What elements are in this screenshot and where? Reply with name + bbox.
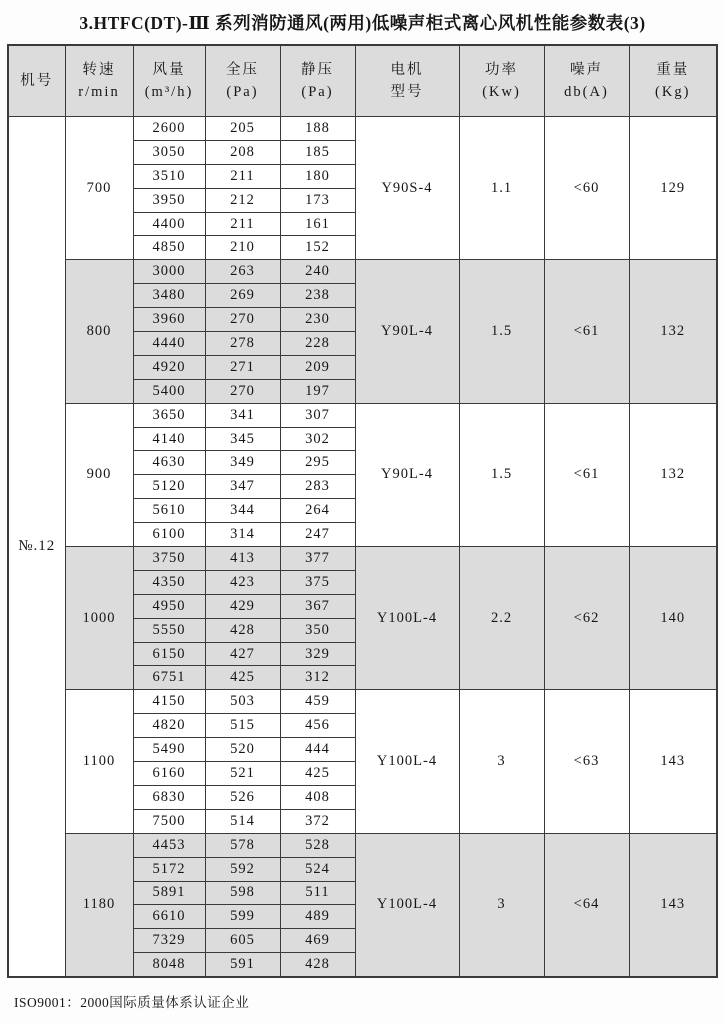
air-volume-cell: 4950 xyxy=(133,594,205,618)
static-pressure-cell: 152 xyxy=(280,236,355,260)
air-volume-cell: 3950 xyxy=(133,188,205,212)
power-cell: 2.2 xyxy=(459,547,544,690)
total-pressure-cell: 269 xyxy=(205,284,280,308)
footer-certification: ISO9001：2000国际质量体系认证企业 xyxy=(14,995,250,1011)
total-pressure-cell: 429 xyxy=(205,594,280,618)
static-pressure-cell: 469 xyxy=(280,929,355,953)
air-volume-cell: 3750 xyxy=(133,547,205,571)
total-pressure-cell: 347 xyxy=(205,475,280,499)
total-pressure-cell: 592 xyxy=(205,857,280,881)
air-volume-cell: 6100 xyxy=(133,523,205,547)
total-pressure-cell: 263 xyxy=(205,260,280,284)
total-pressure-cell: 428 xyxy=(205,618,280,642)
weight-cell: 132 xyxy=(629,403,717,546)
air-volume-cell: 2600 xyxy=(133,117,205,141)
total-pressure-cell: 345 xyxy=(205,427,280,451)
weight-cell: 140 xyxy=(629,547,717,690)
weight-cell: 129 xyxy=(629,117,717,260)
static-pressure-cell: 489 xyxy=(280,905,355,929)
air-volume-cell: 3650 xyxy=(133,403,205,427)
static-pressure-cell: 295 xyxy=(280,451,355,475)
total-pressure-cell: 521 xyxy=(205,762,280,786)
total-pressure-cell: 208 xyxy=(205,140,280,164)
total-pressure-cell: 515 xyxy=(205,714,280,738)
air-volume-cell: 3510 xyxy=(133,164,205,188)
total-pressure-cell: 314 xyxy=(205,523,280,547)
air-volume-cell: 5891 xyxy=(133,881,205,905)
total-pressure-cell: 349 xyxy=(205,451,280,475)
static-pressure-cell: 312 xyxy=(280,666,355,690)
speed-cell: 900 xyxy=(65,403,133,546)
motor-model-cell: Y100L-4 xyxy=(355,690,459,833)
table-row xyxy=(8,403,717,427)
total-pressure-cell: 526 xyxy=(205,785,280,809)
noise-cell: <61 xyxy=(544,260,629,403)
air-volume-cell: 5550 xyxy=(133,618,205,642)
fan-performance-table xyxy=(7,44,718,978)
air-volume-cell: 8048 xyxy=(133,953,205,977)
static-pressure-cell: 350 xyxy=(280,618,355,642)
table-row xyxy=(8,547,717,571)
static-pressure-cell: 247 xyxy=(280,523,355,547)
static-pressure-cell: 408 xyxy=(280,785,355,809)
static-pressure-cell: 228 xyxy=(280,332,355,356)
air-volume-cell: 5610 xyxy=(133,499,205,523)
static-pressure-cell: 188 xyxy=(280,117,355,141)
air-volume-cell: 3480 xyxy=(133,284,205,308)
table-row xyxy=(8,833,717,857)
total-pressure-cell: 598 xyxy=(205,881,280,905)
power-cell: 3 xyxy=(459,690,544,833)
speed-cell: 800 xyxy=(65,260,133,403)
weight-cell: 132 xyxy=(629,260,717,403)
air-volume-cell: 3000 xyxy=(133,260,205,284)
total-pressure-cell: 270 xyxy=(205,308,280,332)
total-pressure-cell: 211 xyxy=(205,212,280,236)
motor-model-cell: Y90L-4 xyxy=(355,260,459,403)
static-pressure-cell: 209 xyxy=(280,355,355,379)
machine-no-cell: №.12 xyxy=(8,117,65,978)
air-volume-cell: 7500 xyxy=(133,809,205,833)
air-volume-cell: 4850 xyxy=(133,236,205,260)
air-volume-cell: 7329 xyxy=(133,929,205,953)
static-pressure-cell: 444 xyxy=(280,738,355,762)
power-cell: 1.1 xyxy=(459,117,544,260)
speed-cell: 1180 xyxy=(65,833,133,977)
air-volume-cell: 6830 xyxy=(133,785,205,809)
motor-model-cell: Y100L-4 xyxy=(355,833,459,977)
air-volume-cell: 4150 xyxy=(133,690,205,714)
total-pressure-cell: 605 xyxy=(205,929,280,953)
total-pressure-cell: 341 xyxy=(205,403,280,427)
air-volume-cell: 6160 xyxy=(133,762,205,786)
power-cell: 1.5 xyxy=(459,260,544,403)
table-header xyxy=(8,45,717,117)
air-volume-cell: 5400 xyxy=(133,379,205,403)
static-pressure-cell: 329 xyxy=(280,642,355,666)
static-pressure-cell: 230 xyxy=(280,308,355,332)
table-row xyxy=(8,690,717,714)
total-pressure-cell: 211 xyxy=(205,164,280,188)
air-volume-cell: 6150 xyxy=(133,642,205,666)
static-pressure-cell: 459 xyxy=(280,690,355,714)
weight-cell: 143 xyxy=(629,833,717,977)
total-pressure-cell: 591 xyxy=(205,953,280,977)
total-pressure-cell: 520 xyxy=(205,738,280,762)
total-pressure-cell: 205 xyxy=(205,117,280,141)
col-header-speed: 转速 r/min xyxy=(65,45,133,117)
noise-cell: <64 xyxy=(544,833,629,977)
col-header-air-volume: 风量 (m³/h) xyxy=(133,45,205,117)
air-volume-cell: 4820 xyxy=(133,714,205,738)
air-volume-cell: 5120 xyxy=(133,475,205,499)
col-header-static-pressure: 静压 (Pa) xyxy=(280,45,355,117)
total-pressure-cell: 210 xyxy=(205,236,280,260)
air-volume-cell: 6610 xyxy=(133,905,205,929)
total-pressure-cell: 578 xyxy=(205,833,280,857)
table-row xyxy=(8,260,717,284)
static-pressure-cell: 524 xyxy=(280,857,355,881)
weight-cell: 143 xyxy=(629,690,717,833)
air-volume-cell: 4440 xyxy=(133,332,205,356)
air-volume-cell: 4350 xyxy=(133,570,205,594)
total-pressure-cell: 514 xyxy=(205,809,280,833)
air-volume-cell: 4920 xyxy=(133,355,205,379)
air-volume-cell: 5490 xyxy=(133,738,205,762)
static-pressure-cell: 307 xyxy=(280,403,355,427)
total-pressure-cell: 503 xyxy=(205,690,280,714)
static-pressure-cell: 456 xyxy=(280,714,355,738)
static-pressure-cell: 264 xyxy=(280,499,355,523)
static-pressure-cell: 161 xyxy=(280,212,355,236)
col-header-noise: 噪声 db(A) xyxy=(544,45,629,117)
noise-cell: <62 xyxy=(544,547,629,690)
speed-cell: 1100 xyxy=(65,690,133,833)
air-volume-cell: 3050 xyxy=(133,140,205,164)
static-pressure-cell: 377 xyxy=(280,547,355,571)
col-header-machine-no: 机号 xyxy=(8,45,65,117)
static-pressure-cell: 238 xyxy=(280,284,355,308)
total-pressure-cell: 278 xyxy=(205,332,280,356)
static-pressure-cell: 302 xyxy=(280,427,355,451)
static-pressure-cell: 425 xyxy=(280,762,355,786)
static-pressure-cell: 511 xyxy=(280,881,355,905)
static-pressure-cell: 375 xyxy=(280,570,355,594)
static-pressure-cell: 185 xyxy=(280,140,355,164)
static-pressure-cell: 528 xyxy=(280,833,355,857)
static-pressure-cell: 173 xyxy=(280,188,355,212)
total-pressure-cell: 413 xyxy=(205,547,280,571)
static-pressure-cell: 197 xyxy=(280,379,355,403)
speed-cell: 1000 xyxy=(65,547,133,690)
total-pressure-cell: 344 xyxy=(205,499,280,523)
noise-cell: <60 xyxy=(544,117,629,260)
total-pressure-cell: 425 xyxy=(205,666,280,690)
air-volume-cell: 3960 xyxy=(133,308,205,332)
col-header-motor-model: 电机 型号 xyxy=(355,45,459,117)
air-volume-cell: 4140 xyxy=(133,427,205,451)
static-pressure-cell: 180 xyxy=(280,164,355,188)
static-pressure-cell: 283 xyxy=(280,475,355,499)
motor-model-cell: Y90L-4 xyxy=(355,403,459,546)
total-pressure-cell: 599 xyxy=(205,905,280,929)
air-volume-cell: 5172 xyxy=(133,857,205,881)
noise-cell: <63 xyxy=(544,690,629,833)
static-pressure-cell: 367 xyxy=(280,594,355,618)
page-title: 3.HTFC(DT)-Ⅲ 系列消防通风(两用)低噪声柜式离心风机性能参数表(3) xyxy=(79,13,646,33)
air-volume-cell: 4630 xyxy=(133,451,205,475)
table-row xyxy=(8,117,717,141)
total-pressure-cell: 423 xyxy=(205,570,280,594)
total-pressure-cell: 270 xyxy=(205,379,280,403)
air-volume-cell: 4453 xyxy=(133,833,205,857)
power-cell: 1.5 xyxy=(459,403,544,546)
static-pressure-cell: 372 xyxy=(280,809,355,833)
header-row xyxy=(8,45,717,117)
static-pressure-cell: 240 xyxy=(280,260,355,284)
power-cell: 3 xyxy=(459,833,544,977)
motor-model-cell: Y100L-4 xyxy=(355,547,459,690)
total-pressure-cell: 271 xyxy=(205,355,280,379)
table-body xyxy=(8,117,717,978)
air-volume-cell: 6751 xyxy=(133,666,205,690)
total-pressure-cell: 427 xyxy=(205,642,280,666)
speed-cell: 700 xyxy=(65,117,133,260)
air-volume-cell: 4400 xyxy=(133,212,205,236)
total-pressure-cell: 212 xyxy=(205,188,280,212)
col-header-total-pressure: 全压 (Pa) xyxy=(205,45,280,117)
col-header-power: 功率 (Kw) xyxy=(459,45,544,117)
noise-cell: <61 xyxy=(544,403,629,546)
static-pressure-cell: 428 xyxy=(280,953,355,977)
motor-model-cell: Y90S-4 xyxy=(355,117,459,260)
col-header-weight: 重量 (Kg) xyxy=(629,45,717,117)
